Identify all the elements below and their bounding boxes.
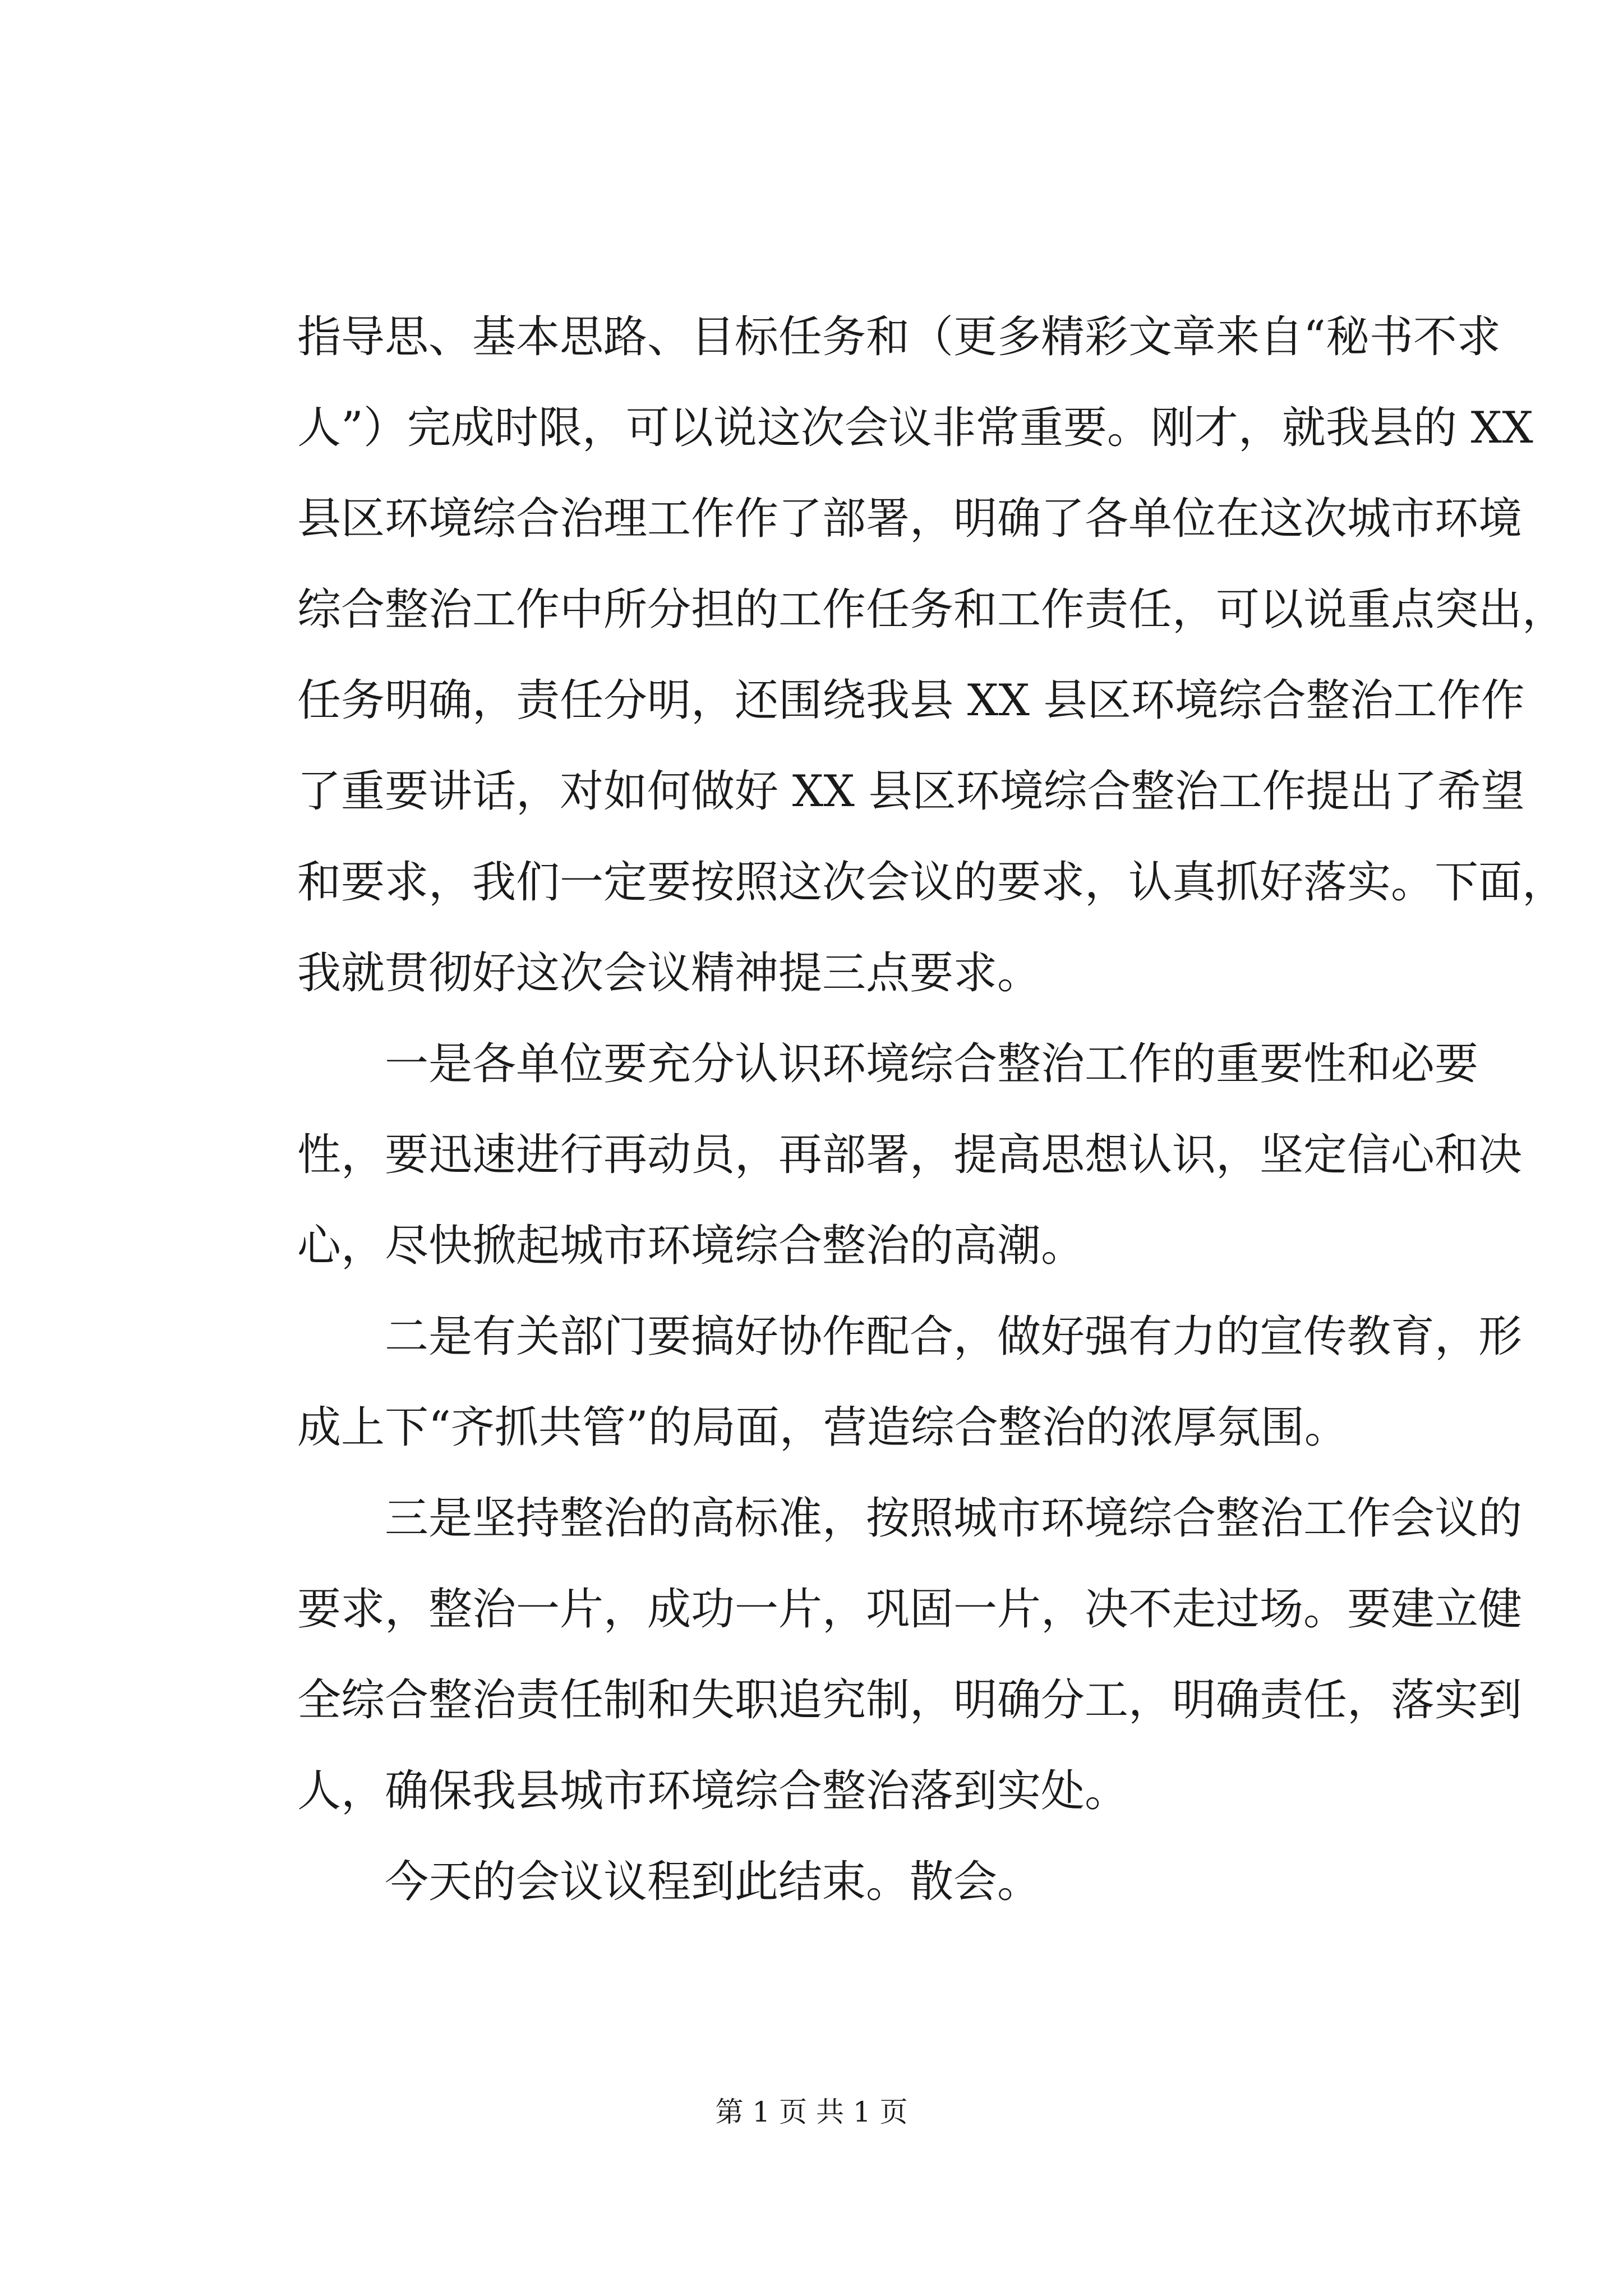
text-line: 一是各单位要充分认识环境综合整治工作的重要性和必要 — [385, 1039, 1479, 1089]
text-line: 了重要讲话，对如何做好 XX 县区环境综合整治工作提出了希望 — [297, 766, 1525, 817]
text-line: 性，要迅速进行再动员，再部署，提高思想认识，坚定信心和决 — [297, 1130, 1523, 1180]
text-line: 县区环境综合治理工作作了部署，明确了各单位在这次城市环境 — [297, 494, 1523, 544]
text-line: 三是坚持整治的高标准，按照城市环境综合整治工作会议的 — [385, 1493, 1523, 1544]
text-line: 成上下“齐抓共管”的局面，营造综合整治的浓厚氛围。 — [297, 1402, 1348, 1453]
text-line: 二是有关部门要搞好协作配合，做好强有力的宣传教育，形 — [385, 1312, 1523, 1362]
text-line: 指导思、基本思路、目标任务和（更多精彩文章来自“秘书不求 — [297, 312, 1501, 362]
text-line: 全综合整治责任制和失职追究制，明确分工，明确责任，落实到 — [297, 1675, 1523, 1726]
document-body — [297, 292, 1566, 1927]
page-footer: 第 1 页 共 1 页 — [715, 2096, 908, 2128]
text-line: 心，尽快掀起城市环境综合整治的高潮。 — [297, 1221, 1085, 1271]
text-line: 要求，整治一片，成功一片，巩固一片，决不走过场。要建立健 — [297, 1584, 1523, 1635]
text-line: 我就贯彻好这次会议精神提三点要求。 — [297, 948, 1041, 999]
text-line: 人，确保我县城市环境综合整治落到实处。 — [297, 1766, 1129, 1816]
text-line: 任务明确，责任分明，还围绕我县 XX 县区环境综合整治工作作 — [297, 675, 1525, 726]
text-line: 和要求，我们一定要按照这次会议的要求，认真抓好落实。下面， — [297, 857, 1566, 908]
text-line: 今天的会议议程到此结束。散会。 — [385, 1857, 1041, 1907]
text-line: 人”）完成时限，可以说这次会议非常重要。刚才，就我县的 XX — [297, 403, 1533, 453]
text-line: 综合整治工作中所分担的工作任务和工作责任，可以说重点突出， — [297, 585, 1566, 635]
